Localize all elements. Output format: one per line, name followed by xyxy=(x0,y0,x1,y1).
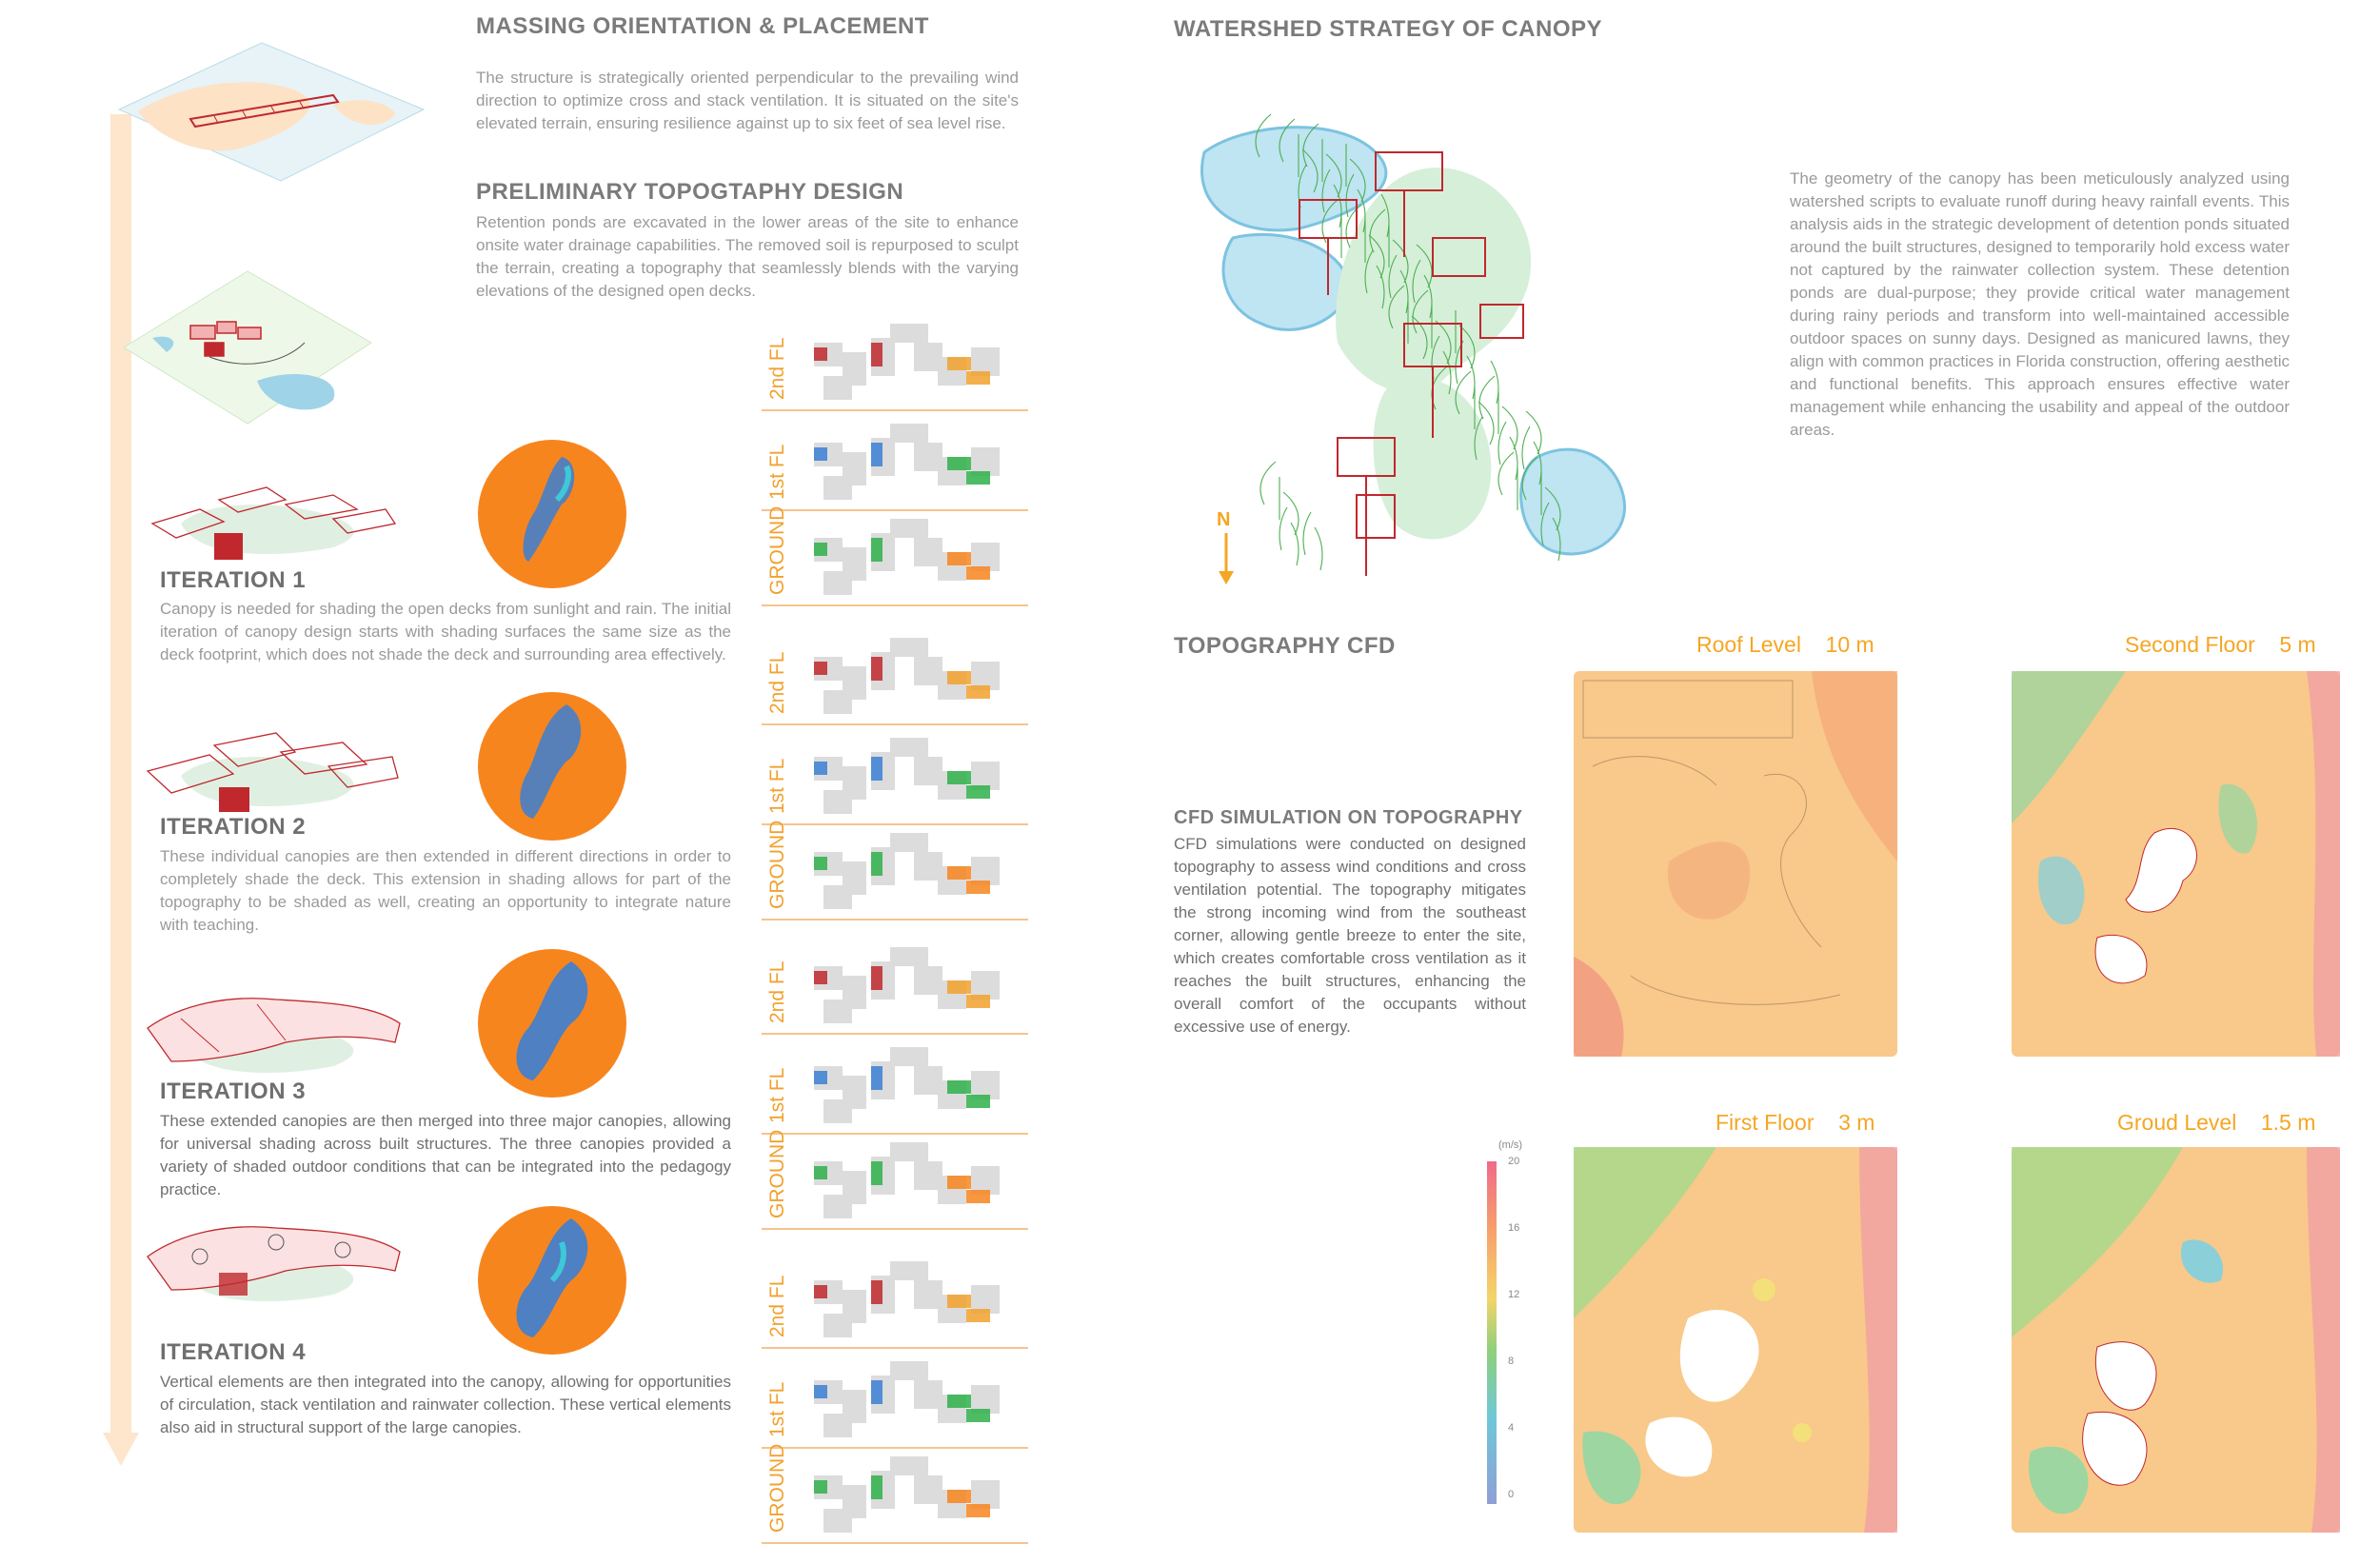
cfd-map-ground-level xyxy=(2012,1147,2340,1533)
preliminary-topography-diagram xyxy=(114,267,381,428)
floor-plan-2nd-fl xyxy=(804,633,1023,719)
massing-title: MASSING ORIENTATION & PLACEMENT xyxy=(476,13,929,39)
floor-plan-1st-fl xyxy=(804,1356,1023,1442)
plan-analysis-patch xyxy=(871,657,883,681)
plan-analysis-patch xyxy=(814,1166,827,1179)
iteration-2-title: ITERATION 2 xyxy=(160,814,307,840)
legend-tick-label: 12 xyxy=(1508,1289,1520,1300)
plan-block xyxy=(890,324,928,343)
watershed-flow-line xyxy=(1479,376,1495,419)
plan-block xyxy=(890,519,928,538)
plan-analysis-patch xyxy=(947,866,971,880)
watershed-flow-line xyxy=(1283,492,1299,535)
watershed-canopy-diagram xyxy=(1185,95,1680,590)
floor-label-1st-fl: 1st FL xyxy=(766,1067,788,1123)
watershed-flow-line xyxy=(1491,361,1498,404)
plan-analysis-patch xyxy=(871,1380,883,1404)
cfd-map-roof-level xyxy=(1574,671,1897,1057)
iteration-4-sun-analysis xyxy=(476,1204,628,1356)
plan-block xyxy=(823,1195,852,1218)
floor-label-1st-fl: 1st FL xyxy=(766,758,788,814)
watershed-flow-line xyxy=(1260,462,1276,505)
iteration-4-title: ITERATION 4 xyxy=(160,1339,307,1365)
watershed-flow-line xyxy=(1502,406,1517,449)
plan-block xyxy=(890,1261,928,1280)
cfd-map-title-first: First Floor 3 m xyxy=(1716,1110,1875,1135)
plan-block xyxy=(823,1000,852,1023)
floor-divider xyxy=(762,823,1028,825)
plan-analysis-patch xyxy=(814,447,827,461)
plan-analysis-patch xyxy=(966,566,990,580)
plan-analysis-patch xyxy=(871,757,883,781)
plan-analysis-patch xyxy=(814,1385,827,1398)
plan-block xyxy=(823,1509,852,1533)
plan-block xyxy=(890,638,928,657)
plan-block xyxy=(890,1047,928,1066)
plan-block xyxy=(890,1361,928,1380)
iteration-3-title: ITERATION 3 xyxy=(160,1079,307,1104)
watershed-flow-line xyxy=(1526,411,1541,454)
floor-divider xyxy=(762,509,1028,511)
watershed-flow-line xyxy=(1303,512,1311,555)
iteration-4-text: Vertical elements are then integrated into the canopy, allowing for opportunities of circulation, stack ventilation and rainwater collection. These vertical elements also aid in structural support of the large canopies. xyxy=(160,1373,731,1436)
legend-tick-label: 20 xyxy=(1508,1156,1520,1167)
plan-analysis-patch xyxy=(947,771,971,784)
floor-plan-1st-fl xyxy=(804,419,1023,505)
watershed-title: WATERSHED STRATEGY OF CANOPY xyxy=(1174,16,1603,42)
iteration-3-canopy-diagram xyxy=(143,976,409,1090)
plan-block xyxy=(823,1099,852,1123)
plan-analysis-patch xyxy=(966,1409,990,1422)
north-label: N xyxy=(1217,509,1231,530)
cfd-map-title-ground: Groud Level 1.5 m xyxy=(2117,1110,2316,1135)
plan-analysis-patch xyxy=(871,443,883,466)
plan-analysis-patch xyxy=(947,1295,971,1308)
topography-title: PRELIMINARY TOPOGTAPHY DESIGN xyxy=(476,179,904,205)
plan-analysis-patch xyxy=(966,371,990,385)
cfd-simulation-title: CFD SIMULATION ON TOPOGRAPHY xyxy=(1174,807,1523,828)
plan-analysis-patch xyxy=(814,762,827,775)
plan-analysis-patch xyxy=(947,1395,971,1408)
massing-text: The structure is strategically oriented perpendicular to the prevailing wind direction to optimize cross and stack ventilation. It is situated on the site's elevated terrain, ensuring resilience against up to six feet of sea level rise. xyxy=(476,69,1019,132)
floor-label-2nd-fl: 2nd FL xyxy=(766,651,788,714)
legend-tick-label: 8 xyxy=(1508,1356,1515,1367)
floor-label-1st-fl: 1st FL xyxy=(766,444,788,500)
plan-block xyxy=(823,1414,852,1437)
floor-divider xyxy=(762,604,1028,606)
legend-tick-label: 4 xyxy=(1508,1422,1515,1434)
plan-analysis-patch xyxy=(814,543,827,556)
iteration-1-sun-analysis xyxy=(476,438,628,590)
plan-analysis-patch xyxy=(966,785,990,799)
plan-analysis-patch xyxy=(947,552,971,565)
plan-block xyxy=(890,1142,928,1161)
plan-block xyxy=(823,885,852,909)
plan-analysis-patch xyxy=(947,1176,971,1189)
iteration-1-text: Canopy is needed for shading the open decks from sunlight and rain. The initial iteration of canopy design starts with shading surfaces the same size as the deck footprint, which does not shade the deck and surrounding area effectively. xyxy=(160,600,731,663)
floor-divider xyxy=(762,1347,1028,1349)
plan-block xyxy=(890,1456,928,1475)
plan-analysis-patch xyxy=(814,1480,827,1494)
plan-block xyxy=(890,424,928,443)
plan-analysis-patch xyxy=(966,1190,990,1203)
plan-analysis-patch xyxy=(947,980,971,994)
iteration-1-title: ITERATION 1 xyxy=(160,567,307,593)
plan-analysis-patch xyxy=(947,1490,971,1503)
plan-analysis-patch xyxy=(947,671,971,684)
legend-tick-label: 16 xyxy=(1508,1222,1520,1234)
cfd-simulation-text: CFD simulations were conducted on designed topography to assess wind conditions and cross ventilation potential. The topography mitigates the strong incoming wind from the southeast corner, allowing gentle breeze to enter the site, which creates comfortable cross ventilation as it reaches the built structures, enhancing the overall comfort of the occupants without excessive use of energy. xyxy=(1174,835,1526,1036)
topography-text: Retention ponds are excavated in the lower areas of the site to enhance onsite water drainage capabilities. The removed soil is repurposed to sculpt the terrain, creating a topography that seamlessly blends with the varying elevations of the designed open decks. xyxy=(476,213,1019,300)
floor-plan-2nd-fl xyxy=(804,942,1023,1028)
plan-block xyxy=(823,376,852,400)
watershed-flow-line xyxy=(1498,422,1506,465)
plan-block xyxy=(823,790,852,814)
floor-divider xyxy=(762,723,1028,725)
cfd-map-title-second: Second Floor 5 m xyxy=(2125,632,2316,657)
floor-label-2nd-fl: 2nd FL xyxy=(766,337,788,400)
plan-analysis-patch xyxy=(871,852,883,876)
floor-label-ground: GROUND xyxy=(766,505,788,595)
floor-plan-ground xyxy=(804,1138,1023,1223)
plan-analysis-patch xyxy=(947,1080,971,1094)
iteration-3-sun-analysis xyxy=(476,947,628,1099)
watershed-flow-line xyxy=(1315,527,1322,570)
floor-divider xyxy=(762,1447,1028,1449)
legend-tick-label: 0 xyxy=(1508,1489,1515,1500)
floor-divider xyxy=(762,1228,1028,1230)
floor-plan-1st-fl xyxy=(804,733,1023,819)
legend-unit: (m/s) xyxy=(1498,1139,1523,1151)
floor-label-2nd-fl: 2nd FL xyxy=(766,1275,788,1337)
plan-analysis-patch xyxy=(966,995,990,1008)
watershed-flow-line xyxy=(1498,452,1514,495)
floor-divider xyxy=(762,409,1028,411)
plan-analysis-patch xyxy=(966,1309,990,1322)
cfd-map-title-roof: Roof Level 10 m xyxy=(1696,632,1874,657)
floor-plan-2nd-fl xyxy=(804,1257,1023,1342)
floor-divider xyxy=(762,1133,1028,1135)
plan-analysis-patch xyxy=(871,1066,883,1090)
plan-analysis-patch xyxy=(947,457,971,470)
iteration-2-sun-analysis xyxy=(476,690,628,842)
watershed-flow-line xyxy=(1522,426,1530,469)
floor-plan-ground xyxy=(804,828,1023,914)
plan-block xyxy=(890,738,928,757)
plan-block xyxy=(823,476,852,500)
plan-analysis-patch xyxy=(871,1475,883,1499)
plan-analysis-patch xyxy=(814,1285,827,1298)
iteration-1-canopy-diagram xyxy=(143,466,400,571)
site-massing-diagram xyxy=(100,43,443,186)
plan-analysis-patch xyxy=(871,1280,883,1304)
floor-plan-1st-fl xyxy=(804,1042,1023,1128)
plan-analysis-patch xyxy=(966,1095,990,1108)
cfd-map-second-floor xyxy=(2012,671,2340,1057)
iteration-3-text: These extended canopies are then merged into three major canopies, allowing for universal shading across built structures. The three canopies provided a variety of shaded outdoor conditions that can be integrated into the pedagogy practice. xyxy=(160,1112,731,1198)
plan-analysis-patch xyxy=(814,1071,827,1084)
cfd-legend-bar xyxy=(1487,1161,1497,1504)
plan-analysis-patch xyxy=(871,538,883,562)
floor-label-1st-fl: 1st FL xyxy=(766,1381,788,1437)
plan-analysis-patch xyxy=(814,347,827,361)
floor-label-2nd-fl: 2nd FL xyxy=(766,960,788,1023)
plan-analysis-patch xyxy=(871,343,883,366)
plan-analysis-patch xyxy=(871,966,883,990)
plan-block xyxy=(890,947,928,966)
floor-divider xyxy=(762,1033,1028,1035)
north-arrow-icon xyxy=(1217,533,1236,585)
plan-analysis-patch xyxy=(814,971,827,984)
topography-cfd-title: TOPOGRAPHY CFD xyxy=(1174,633,1396,659)
plan-block xyxy=(890,833,928,852)
floor-plan-ground xyxy=(804,514,1023,600)
plan-analysis-patch xyxy=(966,685,990,699)
plan-analysis-patch xyxy=(966,1504,990,1517)
plan-block xyxy=(823,1314,852,1337)
plan-analysis-patch xyxy=(814,857,827,870)
plan-block xyxy=(823,571,852,595)
plan-analysis-patch xyxy=(871,1161,883,1185)
plan-analysis-patch xyxy=(966,881,990,894)
floor-label-ground: GROUND xyxy=(766,1443,788,1533)
plan-analysis-patch xyxy=(947,357,971,370)
watershed-flow-line xyxy=(1279,507,1287,550)
plan-block xyxy=(823,690,852,714)
iteration-2-text: These individual canopies are then extended in different directions in order to completely shade the deck. This extension in shading allows for part of the topography to be shaded as well, creating an opportunity to integrate nature with teaching. xyxy=(160,847,731,934)
cfd-map-first-floor xyxy=(1574,1147,1897,1533)
plan-analysis-patch xyxy=(814,662,827,675)
floor-label-ground: GROUND xyxy=(766,820,788,909)
floor-divider xyxy=(762,919,1028,920)
floor-label-ground: GROUND xyxy=(766,1129,788,1218)
iteration-2-canopy-diagram xyxy=(143,719,400,823)
iteration-4-canopy-diagram xyxy=(143,1204,409,1318)
watershed-text: The geometry of the canopy has been meticulously analyzed using watershed scripts to evaluate runoff during heavy rainfall events. This analysis aids in the strategic development of detention ponds situated around the built structures, designed to temporarily hold excess water not captured by the rainwater collection system. These detention ponds are dual-purpose; they provide critical water management during rainy periods and transform into well-maintained accessible outdoor spaces on sunny days. Designed as manicured lawns, they align with common practices in Florida construction, offering aesthetic and functional benefits. This approach ensures effective water management while enhancing the usability and appeal of the outdoor areas. xyxy=(1790,169,2290,439)
floor-plan-2nd-fl xyxy=(804,319,1023,405)
floor-plan-ground xyxy=(804,1452,1023,1537)
plan-analysis-patch xyxy=(966,471,990,485)
